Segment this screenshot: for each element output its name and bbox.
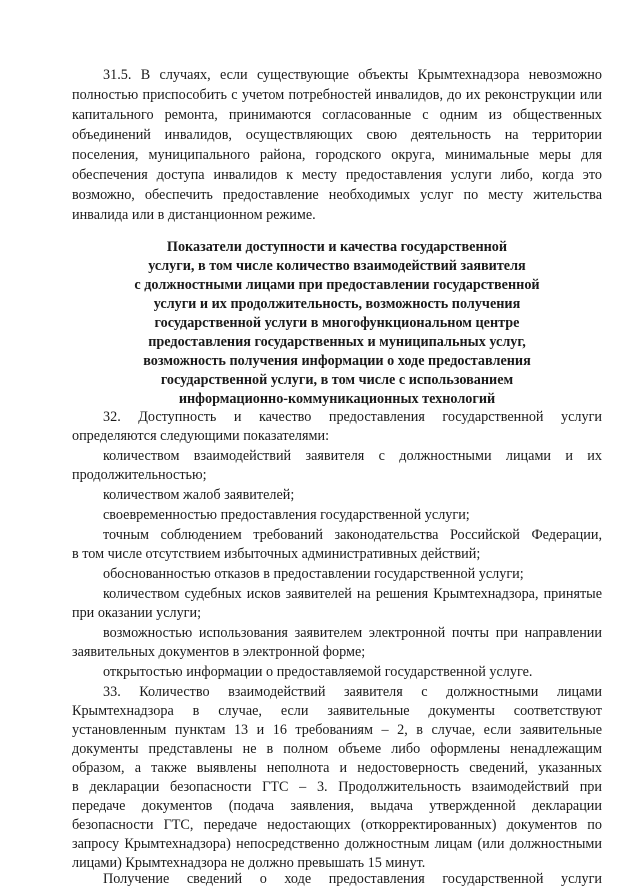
- section-heading-line: возможность получения информации о ходе предоставления: [143, 353, 531, 369]
- para-31-5-line: 31.5. В случаях, если существующие объекты Крымтехнадзора невозможно: [103, 67, 602, 83]
- para-32-line: продолжительностью;: [72, 467, 207, 483]
- section-heading-line: с должностными лицами при предоставлении государственной: [134, 277, 540, 293]
- para-32-line: определяются следующими показателями:: [72, 428, 330, 444]
- para-33-line: запросу Крымтехнадзора) непосредственно должностным лицам (или должностными: [72, 836, 602, 852]
- section-heading-line: предоставления государственных и муниципальных услуг,: [148, 334, 526, 350]
- para-32-line: возможностью использования заявителем электронной почты при направлении: [103, 625, 602, 641]
- para-32-line: при оказании услуги;: [72, 605, 202, 621]
- para-33-line: передаче документов (подача заявления, выдача утвержденной декларации: [72, 798, 602, 814]
- para-32-line: открытостью информации о предоставляемой государственной услуге.: [103, 664, 533, 680]
- para-33-line: Крымтехнадзора в случае, если заявительные документы соответствуют: [72, 703, 602, 719]
- para-32-line: заявительных документов в электронной форме;: [72, 644, 366, 660]
- para-33-line: образом, а также выявлены неполнота и недостоверность сведений, указанных: [72, 760, 602, 776]
- para-33-line: документы представлены не в полном объеме либо оформлены ненадлежащим: [72, 741, 602, 757]
- para-31-5-line: полностью приспособить с учетом потребностей инвалидов, до их реконструкции или: [72, 87, 602, 103]
- para-32-line: в том числе отсутствием избыточных административных действий;: [72, 546, 481, 562]
- para-33-line: установленным пунктам 13 и 16 требованиям – 2, в случае, если заявительные: [72, 722, 602, 738]
- section-heading-line: Показатели доступности и качества государственной: [166, 239, 508, 255]
- section-heading-line: услуги, в том числе количество взаимодействий заявителя: [148, 258, 526, 274]
- para-32-line: 32. Доступность и качество предоставления государственной услуги: [103, 409, 602, 425]
- para-31-5-line: обеспечения доступа инвалидов к месту предоставления услуги либо, когда это: [72, 167, 602, 183]
- para-31-5-line: капитального ремонта, принимаются согласованные с одним из общественных: [72, 107, 602, 123]
- section-heading-line: информационно-коммуникационных технологий: [178, 391, 496, 407]
- para-next-line: Получение сведений о ходе предоставления государственной услуги: [103, 871, 602, 887]
- para-33-line: 33. Количество взаимодействий заявителя с должностными лицами: [103, 684, 602, 700]
- para-31-5-line: объединений инвалидов, осуществляющих свою деятельность на территории: [72, 127, 602, 143]
- para-31-5-line: возможно, обеспечить предоставление необходимых услуг по месту жительства: [72, 187, 602, 203]
- para-33-line: в декларации безопасности ГТС – 3. Продолжительность взаимодействий при: [72, 779, 602, 795]
- para-31-5-line: поселения, муниципального района, городского округа, минимальные меры для: [72, 147, 602, 163]
- para-31-5-line: инвалида или в дистанционном режиме.: [72, 207, 316, 223]
- section-heading-line: услуги и их продолжительность, возможность получения: [153, 296, 521, 312]
- para-32-line: точным соблюдением требований законодательства Российской Федерации,: [103, 527, 602, 543]
- para-33-line: лицами) Крымтехнадзора не должно превышать 15 минут.: [72, 855, 426, 871]
- para-32-line: количеством судебных исков заявителей на решения Крымтехнадзора, принятые: [103, 586, 602, 602]
- para-32-line: количеством жалоб заявителей;: [103, 487, 295, 503]
- para-32-line: обоснованностью отказов в предоставлении государственной услуги;: [103, 566, 524, 582]
- section-heading-line: государственной услуги в многофункциональном центре: [154, 315, 520, 331]
- para-33-line: безопасности ГТС, передаче недостающих (откорректированных) документов по: [72, 817, 602, 833]
- section-heading-line: государственной услуги, в том числе с использованием: [160, 372, 514, 388]
- para-32-line: своевременностью предоставления государственной услуги;: [103, 507, 470, 523]
- para-32-line: количеством взаимодействий заявителя с должностными лицами и их: [103, 448, 602, 464]
